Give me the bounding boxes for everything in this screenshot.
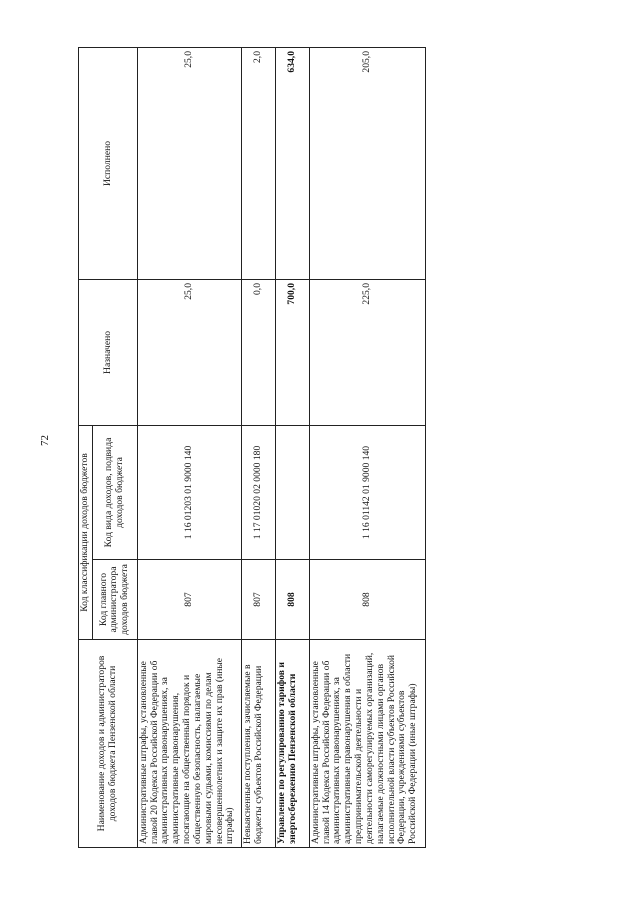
- row-income-code: [275, 425, 309, 559]
- row-name: Невыясненные поступления, зачисляемые в бюджеты субъектов Российской Федерации: [241, 640, 275, 848]
- row-executed: 25,0: [137, 47, 241, 279]
- row-assigned: 700,0: [275, 279, 309, 425]
- table-row: [309, 47, 425, 847]
- row-assigned: 225,0: [309, 279, 425, 425]
- row-admin-code: 807: [241, 560, 275, 640]
- header-assigned: Назначено: [79, 279, 138, 425]
- header-executed: Исполнено: [79, 47, 138, 279]
- header-income-code: Код вида доходов, подвида доходов бюджета: [92, 425, 137, 559]
- row-admin-code: 808: [309, 560, 425, 640]
- income-table: [78, 47, 426, 848]
- table-row: [137, 47, 241, 847]
- row-income-code: 1 16 01203 01 9000 140: [137, 425, 241, 559]
- row-name: Административные штрафы, установленные главой 14 Кодекса Российской Федерации об административных правонарушениях, за административные правонарушения в области предпринимательской деятельности и деятельности саморегулируемых организаций, налагаемые должностными лицами органов исполнительной власти субъектов Российской Федерации, учреждениями субъектов Российской Федерации (иные штрафы): [309, 640, 425, 848]
- row-executed: 205,0: [309, 47, 425, 279]
- header-name: Наименование доходов и администраторов доходов бюджета Пензенской области: [79, 640, 138, 848]
- table-row: [241, 47, 275, 847]
- table-row: [275, 47, 309, 847]
- page-number: 72: [39, 435, 51, 446]
- row-name: Управление по регулированию тарифов и энергосбережению Пензенской области: [275, 640, 309, 848]
- row-admin-code: 808: [275, 560, 309, 640]
- header-admin-code: Код главного администратора доходов бюджета: [92, 560, 137, 640]
- rotated-table-wrapper: [78, 48, 424, 848]
- row-name: Административные штрафы, установленные главой 20 Кодекса Российской Федерации об административных правонарушениях, за административные правонарушения, посягающие на общественный порядок и общественную безопасность, налагаемые мировыми судьями, комиссиями по делам несовершеннолетних и защите их прав (иные штрафы): [137, 640, 241, 848]
- row-executed: 2,0: [241, 47, 275, 279]
- row-income-code: 1 17 01020 02 0000 180: [241, 425, 275, 559]
- row-income-code: 1 16 01142 01 9000 140: [309, 425, 425, 559]
- row-assigned: 0,0: [241, 279, 275, 425]
- header-classification-group: Код классификации доходов бюджетов: [79, 425, 93, 639]
- row-admin-code: 807: [137, 560, 241, 640]
- row-executed: 634,0: [275, 47, 309, 279]
- row-assigned: 25,0: [137, 279, 241, 425]
